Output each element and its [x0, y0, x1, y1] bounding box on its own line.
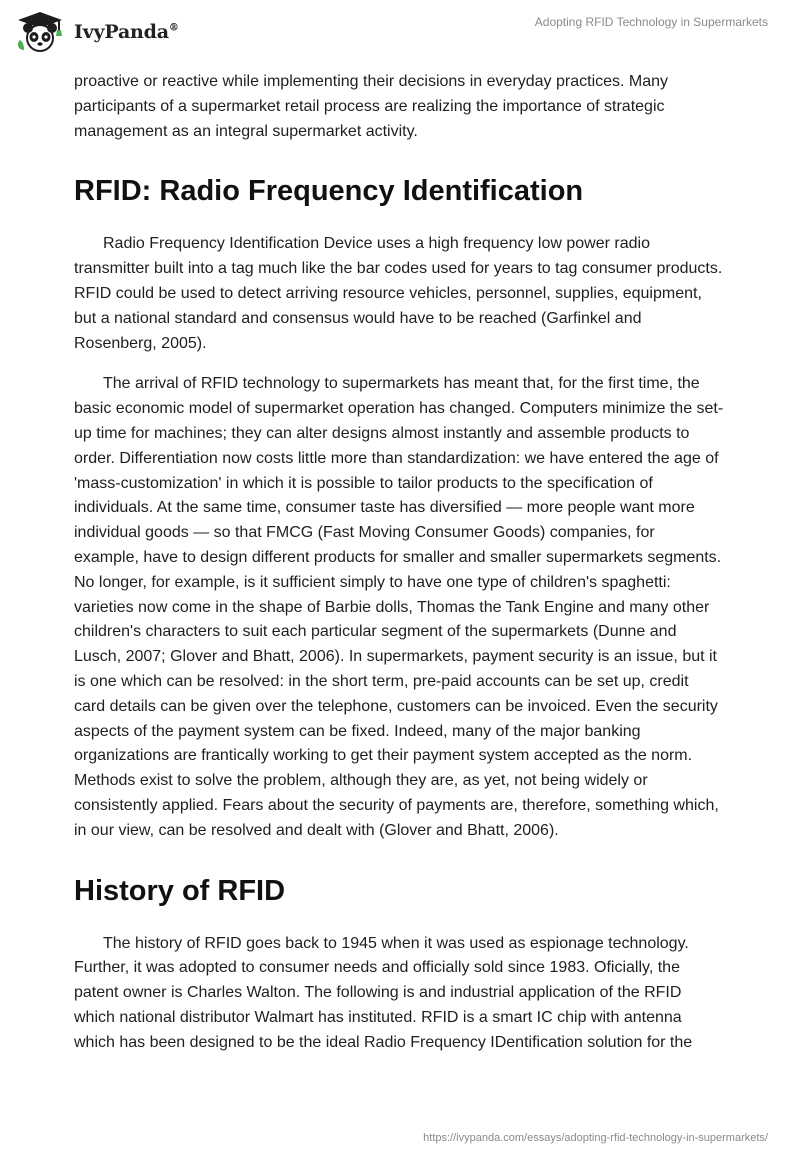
- source-url[interactable]: https://ivypanda.com/essays/adopting-rfid-technology-in-supermarkets/: [423, 1132, 768, 1144]
- paragraph: The history of RFID goes back to 1945 when it was used as espionage technology. Further, it was adopted to consumer needs and officially sold since 1983. Oficially, the patent owner is Charles Walton. The following is and industrial application of the RFID which national distributor Walmart has instituted. RFID is a smart IC chip with antenna which has been designed to be the ideal Radio Frequency IDentification solution for the: [74, 934, 693, 1051]
- paragraph: The arrival of RFID technology to supermarkets has meant that, for the first time, the basic economic model of supermarket operation has changed. Computers minimize the set-up time for machines; they can alter designs almost instantly and assemble products to order. Differentiation now costs little more than standardization: we have entered the age of 'mass-customization' in which it is possible to tailor products to the specification of individuals. At the same time, consumer taste has diversified — more people want more individual goods — so that FMCG (Fast Moving Consumer Goods) companies, for example, have to design different products for smaller and smaller supermarkets segments. No longer, for example, is it sufficient simply to have one type of children's spaghetti: varieties now come in the shape of Barbie dolls, Thomas the Tank Engine and many other children's characters to suit each particular segment of the supermarkets (Dunne and Lusch, 2007; Glover and Bhatt, 2006). In supermarkets, payment security is an issue, but it is one which can be resolved: in the short term, pre-paid accounts can be set up, credit card details can be given over the telephone, customers can be invoiced. Even the security aspects of the payment system can be fixed. Indeed, many of the major banking organizations are frantically working to get their payment system accepted as the norm. Methods exist to solve the problem, although they are, as yet, not being widely or consistently applied. Fears about the security of payments are, therefore, something which, in our view, can be resolved and dealt with (Glover and Bhatt, 2006).: [74, 375, 724, 839]
- brand-name: IvyPanda®: [74, 21, 179, 43]
- ivypanda-logo[interactable]: [14, 10, 179, 54]
- article-body: [74, 70, 724, 1056]
- section-heading-rfid: RFID: Radio Frequency Identification: [74, 175, 584, 208]
- page-header: [0, 0, 800, 64]
- paragraph: Radio Frequency Identification Device uses a high frequency low power radio transmitter built into a tag much like the bar codes used for years to tag consumer products. RFID could be used to detect arriving resource vehicles, personnel, supplies, equipment, but a national standard and consensus would have to be reached (Garfinkel and Rosenberg, 2005).: [74, 235, 723, 352]
- section-heading-history: History of RFID: [74, 874, 286, 907]
- document-title: Adopting RFID Technology in Supermarkets: [534, 15, 768, 29]
- intro-paragraph: proactive or reactive while implementing their decisions in everyday practices. Many participants of a supermarket retail process are realizing the importance of strategic management as an integral supermarket activity.: [74, 73, 669, 140]
- panda-graduate-icon: [14, 10, 66, 54]
